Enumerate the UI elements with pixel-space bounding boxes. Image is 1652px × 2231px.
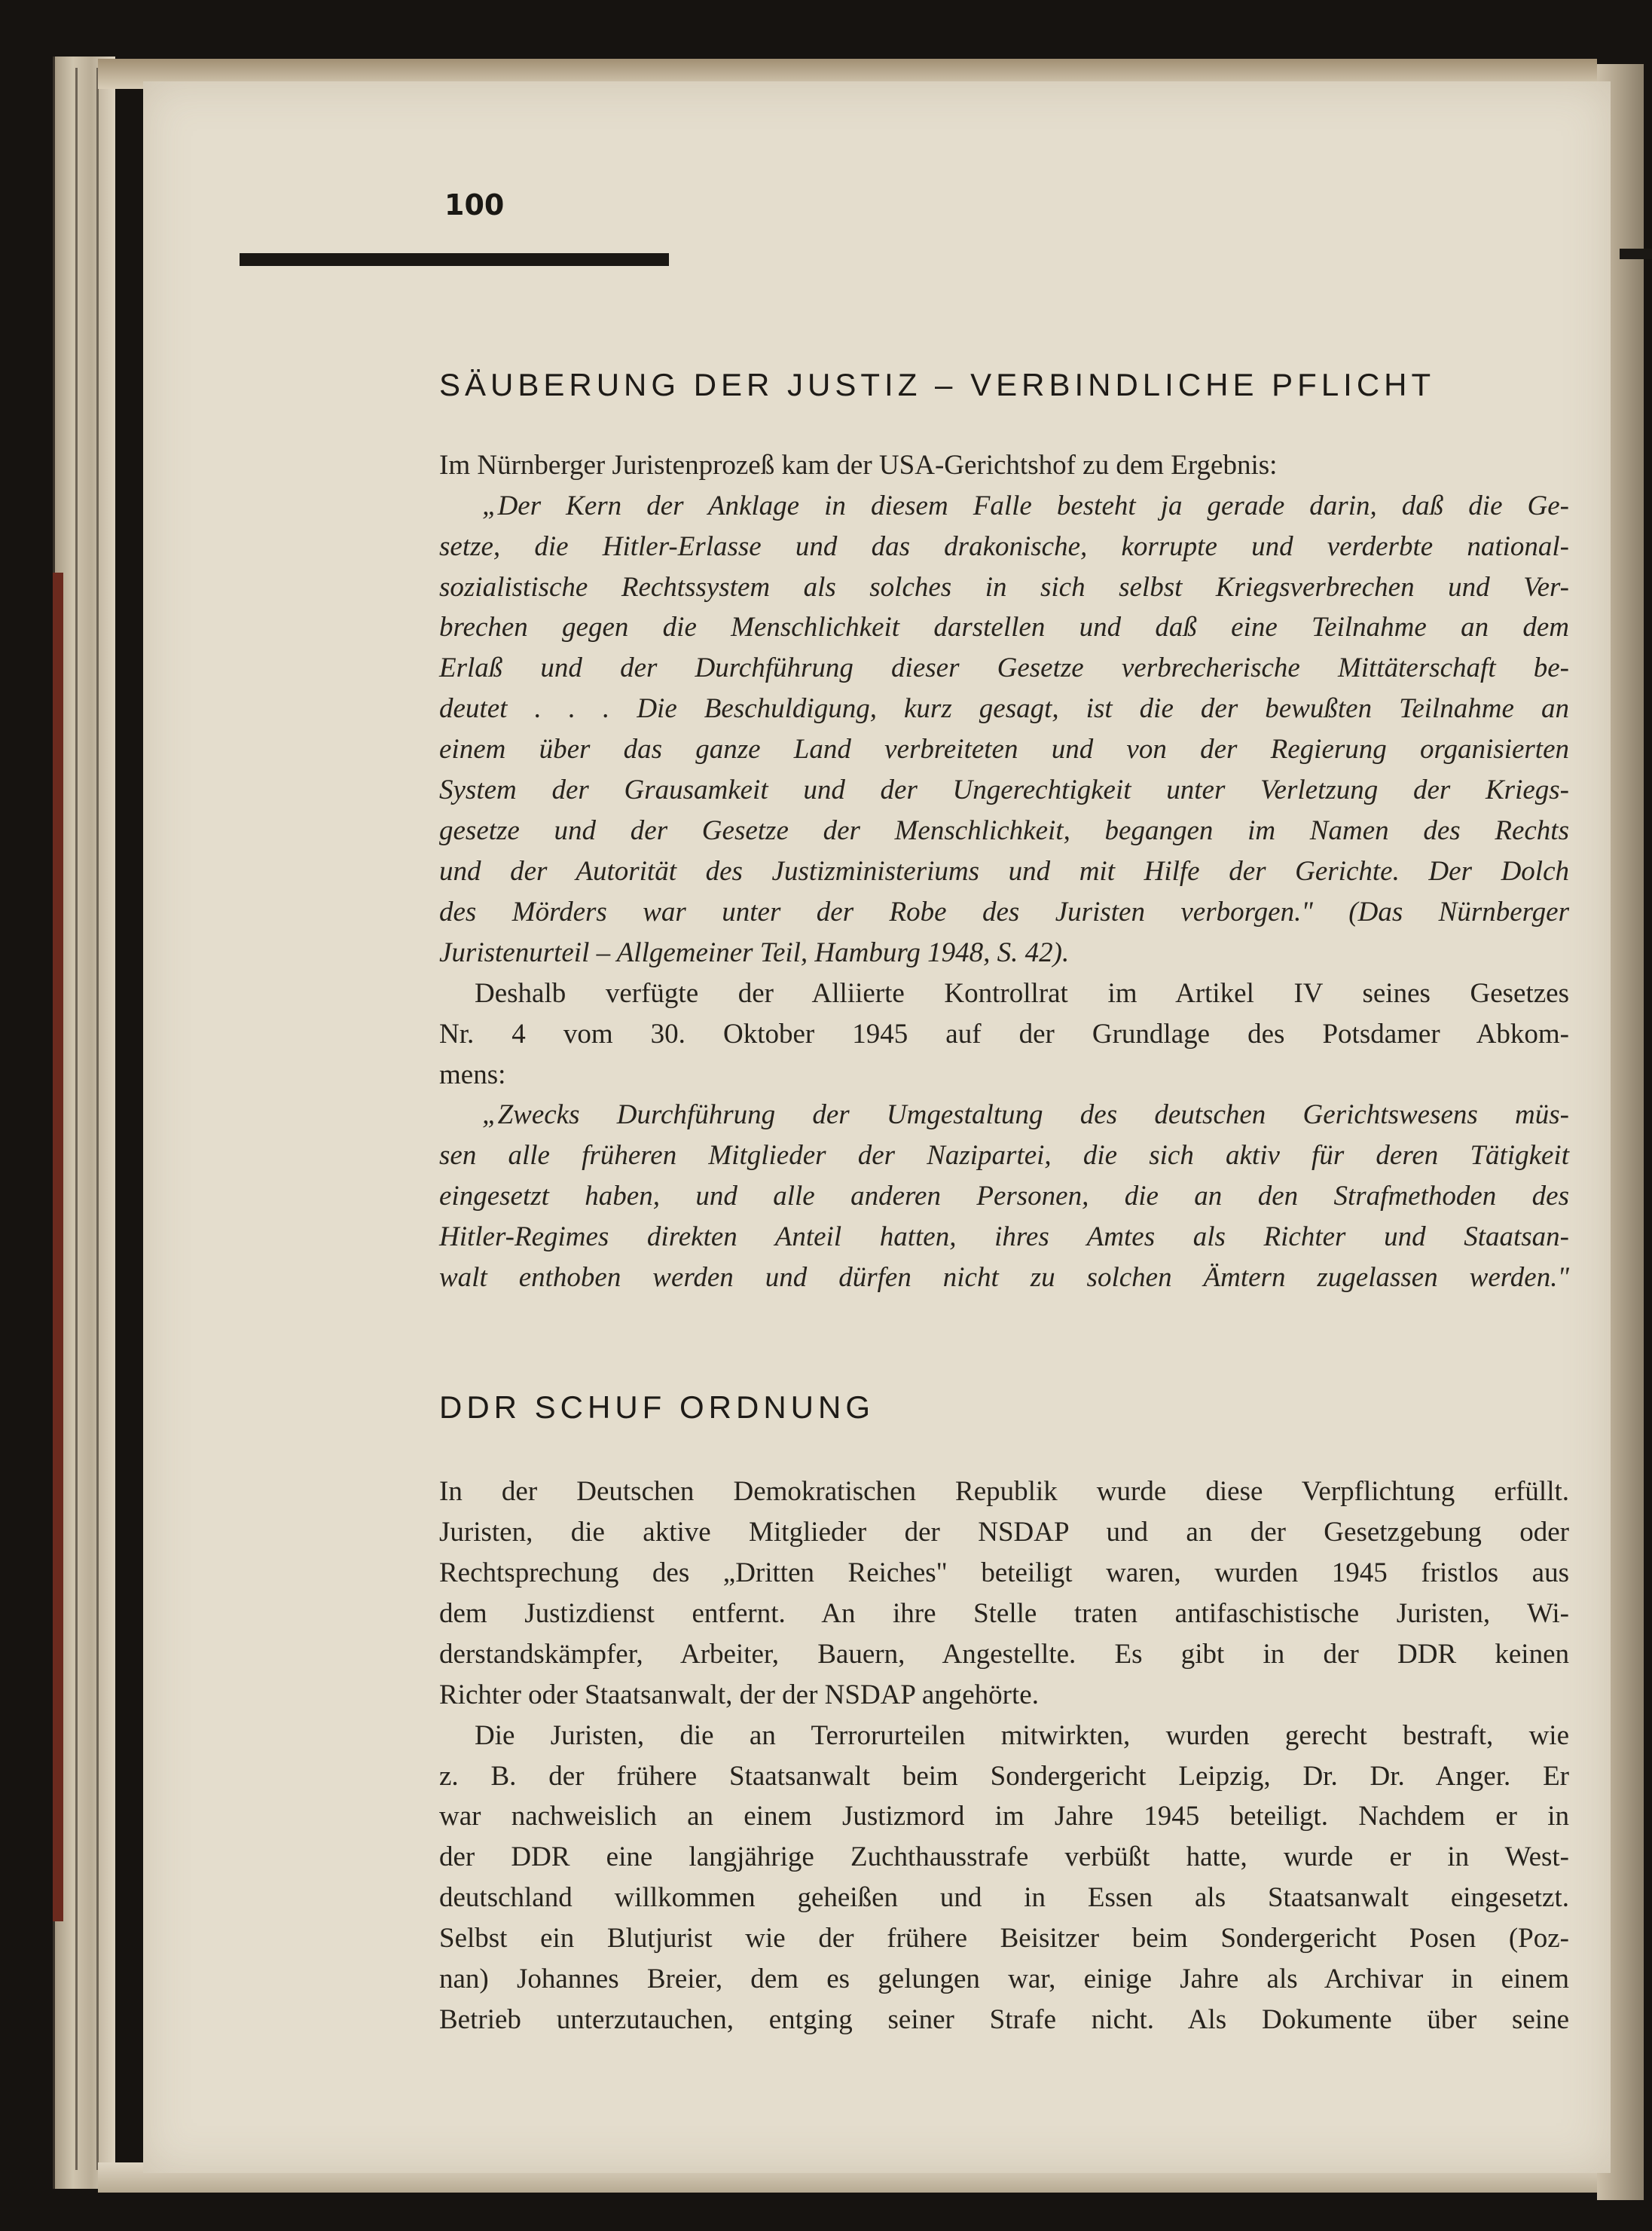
quote-line: setze, die Hitler-Erlasse und das drakonische, korrupte und verderbte national- (439, 531, 1569, 562)
paragraph-line: deutschland willkommen geheißen und in Essen als Staatsanwalt eingesetzt. (439, 1882, 1569, 1913)
paragraph-line: Selbst ein Blutjurist wie der frühere Beisitzer beim Sondergericht Posen (Poz- (439, 1923, 1569, 1954)
header-rule (240, 253, 669, 266)
quote-line: und der Autorität des Justizministeriums und mit Hilfe der Gerichte. Der Dolch (439, 856, 1569, 887)
quote-line: deutet . . . Die Beschuldigung, kurz gesagt, ist die der bewußten Teilnahme an (439, 693, 1569, 724)
quote-line: System der Grausamkeit und der Ungerechtigkeit unter Verletzung der Kriegs- (439, 775, 1569, 805)
page-edge-line (96, 68, 99, 2170)
paragraph-line: war nachweislich an einem Justizmord im Jahre 1945 beteiligt. Nachdem er in (439, 1801, 1569, 1832)
paragraph-line: Juristen, die aktive Mitglieder der NSDAP und an der Gesetzgebung oder (439, 1517, 1569, 1548)
paragraph-line: derstandskämpfer, Arbeiter, Bauern, Angestellte. Es gibt in der DDR keinen (439, 1639, 1569, 1670)
paragraph-line: Deshalb verfügte der Alliierte Kontrollrat im Artikel IV seines Gesetzes (475, 978, 1569, 1009)
quote-line: „Zwecks Durchführung der Umgestaltung des deutschen Gerichtswesens müs- (482, 1099, 1569, 1130)
quote-line: brechen gegen die Menschlichkeit darstellen und daß eine Teilnahme an dem (439, 612, 1569, 643)
quote-line: eingesetzt haben, und alle anderen Personen, die an den Strafmethoden des (439, 1181, 1569, 1212)
quote-line: Hitler-Regimes direkten Anteil hatten, ihres Amtes als Richter und Staatsan- (439, 1221, 1569, 1252)
binding-strip (53, 573, 63, 1921)
quote-line: Juristenurteil – Allgemeiner Teil, Hamburg 1948, S. 42). (439, 937, 1070, 968)
paragraph-line: der DDR eine langjährige Zuchthausstrafe verbüßt hatte, wurde er in West- (439, 1841, 1569, 1872)
paragraph-line: Richter oder Staatsanwalt, der der NSDAP angehörte. (439, 1679, 1039, 1710)
paragraph-line: Im Nürnberger Juristenprozeß kam der USA-Gerichtshof zu dem Ergebnis: (439, 450, 1278, 481)
quote-line: sozialistische Rechtssystem als solches in sich selbst Kriegsverbrechen und Ver- (439, 572, 1569, 603)
paragraph-line: Die Juristen, die an Terrorurteilen mitwirkten, wurden gerecht bestraft, wie (475, 1720, 1569, 1751)
page-tab (1620, 249, 1652, 259)
paragraph-line: Nr. 4 vom 30. Oktober 1945 auf der Grundlage des Potsdamer Abkom- (439, 1019, 1569, 1050)
quote-line: Erlaß und der Durchführung dieser Gesetze verbrecherische Mittäterschaft be- (439, 652, 1569, 683)
paragraph-line: nan) Johannes Breier, dem es gelungen war, einige Jahre als Archivar in einem (439, 1964, 1569, 1994)
page-edge-line (75, 68, 78, 2170)
quote-line: des Mörders war unter der Robe des Juristen verborgen." (Das Nürnberger (439, 897, 1569, 928)
quote-line: sen alle früheren Mitglieder der Nazipartei, die sich aktiv für deren Tätigkeit (439, 1140, 1569, 1171)
paragraph-line: z. B. der frühere Staatsanwalt beim Sondergericht Leipzig, Dr. Dr. Anger. Er (439, 1761, 1569, 1792)
quote-line: einem über das ganze Land verbreiteten und von der Regierung organisierten (439, 734, 1569, 765)
quote-line: gesetze und der Gesetze der Menschlichkeit, begangen im Namen des Rechts (439, 815, 1569, 846)
section-heading: SÄUBERUNG DER JUSTIZ – VERBINDLICHE PFLICHT (439, 367, 1436, 402)
quote-line: walt enthoben werden und dürfen nicht zu solchen Ämtern zugelassen werden." (439, 1262, 1569, 1293)
page-number: 100 (444, 188, 505, 222)
paragraph-line: Betrieb unterzutauchen, entging seiner Strafe nicht. Als Dokumente über seine (439, 2004, 1569, 2035)
paragraph-line: In der Deutschen Demokratischen Republik wurde diese Verpflichtung erfüllt. (439, 1476, 1569, 1507)
section-heading: DDR SCHUF ORDNUNG (439, 1389, 875, 1425)
paragraph-line: dem Justizdienst entfernt. An ihre Stelle traten antifaschistische Juristen, Wi- (439, 1598, 1569, 1629)
paragraph-line: Rechtsprechung des „Dritten Reiches" beteiligt waren, wurden 1945 fristlos aus (439, 1557, 1569, 1588)
quote-line: „Der Kern der Anklage in diesem Falle besteht ja gerade darin, daß die Ge- (482, 491, 1569, 521)
paragraph-line: mens: (439, 1059, 506, 1090)
